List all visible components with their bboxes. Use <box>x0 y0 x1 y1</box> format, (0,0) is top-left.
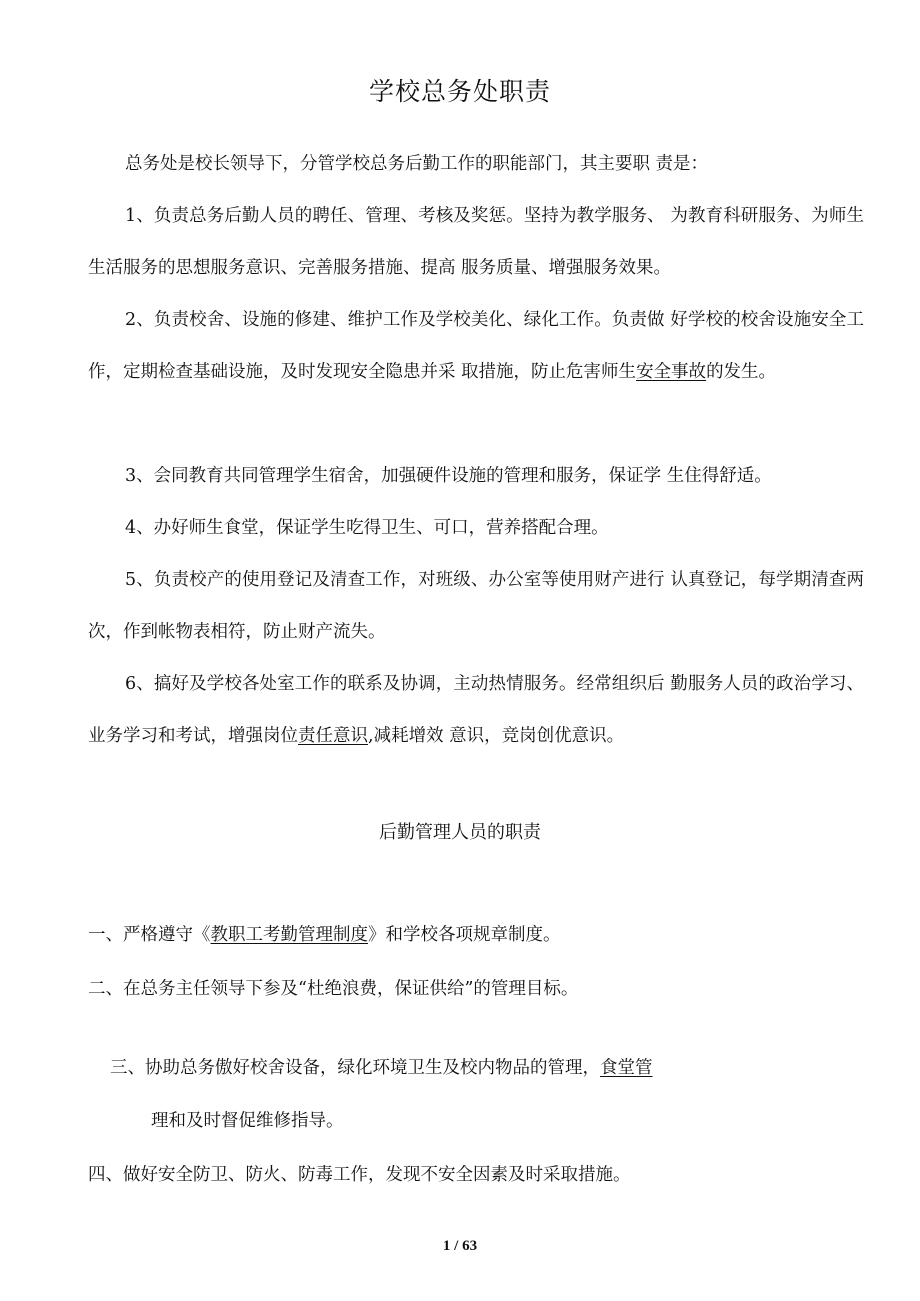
section-subtitle: 后勤管理人员的职责 <box>379 822 541 843</box>
staff-duty-item-4: 四、做好安全防卫、防火、防毒工作，发现不安全因素及时采取措施。 <box>88 1165 631 1185</box>
duty-paragraph-5: 5、负责校产的使用登记及清查工作，对班级、办公室等使用财产进行 认真登记，每学期清查两次，作到帐物表相符，防止财产流失。 <box>88 570 864 642</box>
safety-accident-link[interactable]: 安全事故 <box>636 362 707 382</box>
responsibility-awareness-link[interactable]: 责任意识 <box>298 726 368 746</box>
duty-paragraph-6-tail: ,减耗增效 意识，竞岗创优意识。 <box>368 726 625 746</box>
page-number: 1 / 63 <box>442 1238 478 1254</box>
duty-paragraph-2 <box>88 294 864 398</box>
duty-paragraph-2-text: 2、负责校舍、设施的修建、维护工作及学校美化、绿化工作。负责做 好学校的校舍设施安全工作，定期检查基础设施，及时发现安全隐患并采 取措施，防止危害师生 <box>88 310 864 382</box>
duty-paragraph-4: 4、办好师生食堂，保证学生吃得卫生、可口，营养搭配合理。 <box>125 518 609 538</box>
duty-paragraph-6-text: 6、搞好及学校各处室工作的联系及协调，主动热情服务。经常组织后 勤服务人员的政治学习、业务学习和考试，增强岗位 <box>88 674 864 746</box>
duty-paragraph-3: 3、会同教育共同管理学生宿舍，加强硬件设施的管理和服务，保证学 生住得舒适。 <box>125 466 772 486</box>
staff-duty-item-1-tail: 》和学校各项规章制度。 <box>368 925 561 945</box>
document-title: 学校总务处职责 <box>368 77 551 106</box>
duty-paragraph-2-tail: 的发生。 <box>706 362 777 382</box>
canteen-management-link[interactable]: 食堂管 <box>600 1058 653 1078</box>
attendance-regulation-link[interactable]: 教职工考勤管理制度 <box>210 925 368 945</box>
staff-duty-item-1 <box>88 920 561 950</box>
duty-paragraph-6 <box>88 658 864 762</box>
staff-duty-item-3-continued: 理和及时督促维修指导。 <box>151 1111 344 1131</box>
staff-duty-item-2: 二、在总务主任领导下参及“杜绝浪费，保证供给”的管理目标。 <box>88 979 579 999</box>
duty-paragraph-1: 1、负责总务后勤人员的聘任、管理、考核及奖惩。坚持为教学服务、 为教育科研服务、为师生生活服务的思想服务意识、完善服务措施、提高 服务质量、增强服务效果。 <box>88 206 864 278</box>
staff-duty-item-3 <box>110 1053 653 1083</box>
staff-duty-item-3-text: 三、协助总务傲好校舍设备，绿化环境卫生及校内物品的管理， <box>110 1058 600 1078</box>
staff-duty-item-1-text: 一、严格遵守《 <box>88 925 211 945</box>
intro-paragraph: 总务处是校长领导下，分管学校总务后勤工作的职能部门，其主要职 责是： <box>125 154 709 174</box>
